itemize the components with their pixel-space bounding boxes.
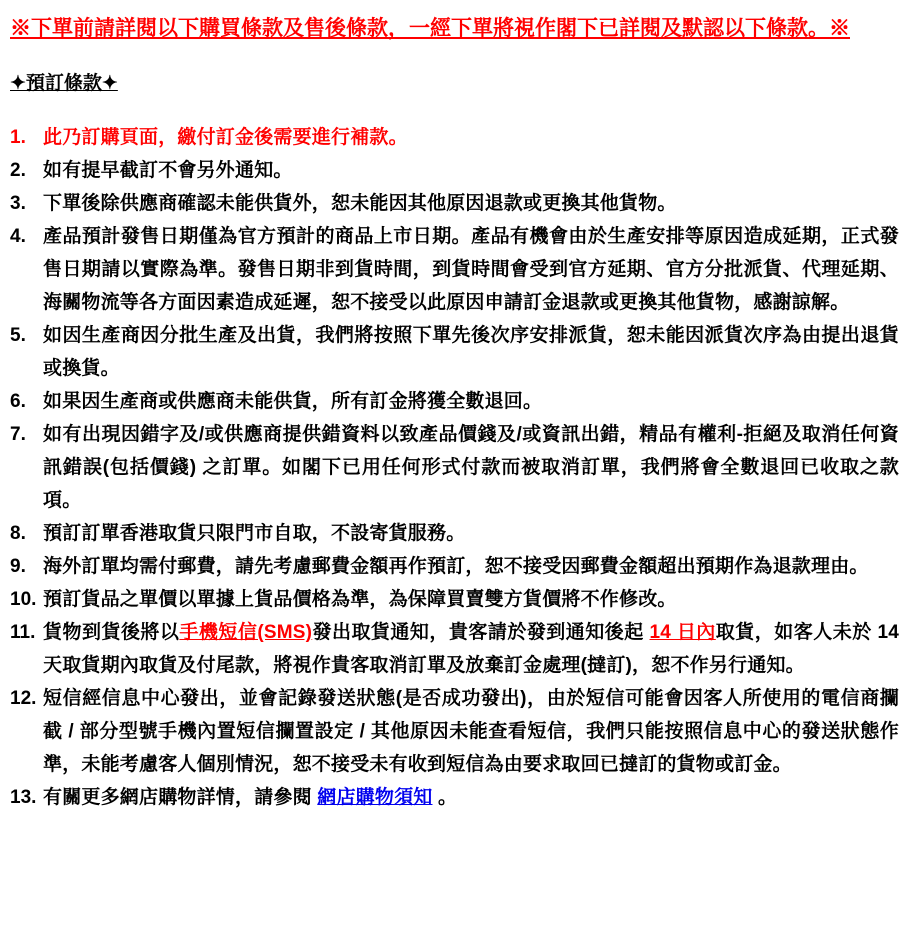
term-item-7 xyxy=(10,418,899,517)
term-segment: 短信經信息中心發出，並會記錄發送狀態(是否成功發出)，由於短信可能會因客人所使用的電信商攔截 / 部分型號手機內置短信攔置設定 / 其他原因未能查看短信，我們只能按照信息中心的發送狀態作準，未能考慮客人個別情況，恕不接受未有收到短信為由要求取回已撻訂的貨物或訂金。 xyxy=(43,688,899,776)
term-segment: 如果因生產商或供應商未能供貨，所有訂金將獲全數退回。 xyxy=(43,391,543,413)
term-text xyxy=(43,187,899,220)
term-item-6 xyxy=(10,385,899,418)
page-title: ※下單前請詳閱以下購買條款及售後條款，一經下單將視作閣下已詳閱及默認以下條款。※ xyxy=(10,17,850,40)
term-segment: 產品預計發售日期僅為官方預計的商品上市日期。產品有機會由於生產安排等原因造成延期，正式發售日期請以實際為準。發售日期非到貨時間，到貨時間會受到官方延期、官方分批派貨、代理延期、海關物流等各方面因素造成延遲，恕不接受以此原因申請訂金退款或更換其他貨物，感謝諒解。 xyxy=(43,226,899,314)
term-text xyxy=(43,418,899,517)
term-number: 3. xyxy=(10,193,26,215)
term-segment: 預訂訂單香港取貨只限門市自取，不設寄貨服務。 xyxy=(43,523,466,545)
term-text xyxy=(43,154,899,187)
term-text xyxy=(43,550,899,583)
term-segment: 預訂貨品之單價以單據上貨品價格為準，為保障買賣雙方貨價將不作修改。 xyxy=(43,589,677,611)
term-segment: 下單後除供應商確認未能供貨外，恕未能因其他原因退款或更換其他貨物。 xyxy=(43,193,677,215)
term-text xyxy=(43,616,899,682)
term-segment: 如有出現因錯字及/或供應商提供錯資料以致產品價錢及/或資訊出錯，精品有權利-拒絕及取消任何資訊錯誤(包括價錢) 之訂單。如閣下已用任何形式付款而被取消訂單，我們將會全數退回已收取之款項。 xyxy=(43,424,899,512)
term-segment: 有關更多網店購物詳情，請參閱 xyxy=(43,787,318,809)
highlighted-red-text: 手機短信(SMS) xyxy=(179,622,313,644)
term-text xyxy=(43,319,899,385)
term-segment: 取貨，如客人未於 14 天取貨期內取貨及付尾款，將視作貴客取消訂單及放棄訂金處理(撻訂)，恕不作另行通知。 xyxy=(43,622,899,677)
term-item-11 xyxy=(10,616,899,682)
store-shopping-notice-link[interactable]: 網店購物須知 xyxy=(317,787,433,809)
term-item-2 xyxy=(10,154,899,187)
term-item-13 xyxy=(10,781,899,814)
term-segment: 如有提早截訂不會另外通知。 xyxy=(43,160,293,182)
section-heading-preorder-terms: ✦預訂條款✦ xyxy=(10,73,118,95)
term-item-3 xyxy=(10,187,899,220)
term-segment: 海外訂單均需付郵費，請先考慮郵費金額再作預訂，恕不接受因郵費金額超出預期作為退款理由。 xyxy=(43,556,869,578)
term-text xyxy=(43,781,899,814)
term-item-9 xyxy=(10,550,899,583)
term-text xyxy=(43,682,899,781)
term-text xyxy=(43,121,899,154)
term-number: 2. xyxy=(10,160,26,182)
term-number: 7. xyxy=(10,424,26,446)
term-item-5 xyxy=(10,319,899,385)
term-text xyxy=(43,220,899,319)
term-segment: 。 xyxy=(432,787,458,809)
term-number: 5. xyxy=(10,325,26,347)
term-item-1 xyxy=(10,121,899,154)
term-number: 4. xyxy=(10,226,26,248)
term-item-4 xyxy=(10,220,899,319)
term-text xyxy=(43,385,899,418)
term-number: 9. xyxy=(10,556,26,578)
terms-list xyxy=(10,121,899,814)
term-text xyxy=(43,583,899,616)
term-segment: 此乃訂購頁面，繳付訂金後需要進行補款。 xyxy=(43,127,408,149)
term-text xyxy=(43,517,899,550)
term-number: 10. xyxy=(10,589,37,611)
term-number: 1. xyxy=(10,127,26,149)
term-number: 11. xyxy=(10,622,36,644)
term-item-12 xyxy=(10,682,899,781)
highlighted-red-text: 14 日內 xyxy=(649,622,716,644)
term-segment: 如因生產商因分批生產及出貨，我們將按照下單先後次序安排派貨，恕未能因派貨次序為由提出退貨或換貨。 xyxy=(43,325,899,380)
term-item-8 xyxy=(10,517,899,550)
term-number: 6. xyxy=(10,391,26,413)
term-item-10 xyxy=(10,583,899,616)
term-segment: 發出取貨通知，貴客請於發到通知後起 xyxy=(312,622,650,644)
term-number: 8. xyxy=(10,523,26,545)
term-segment: 貨物到貨後將以 xyxy=(43,622,180,644)
term-number: 12. xyxy=(10,688,37,710)
term-number: 13. xyxy=(10,787,37,809)
